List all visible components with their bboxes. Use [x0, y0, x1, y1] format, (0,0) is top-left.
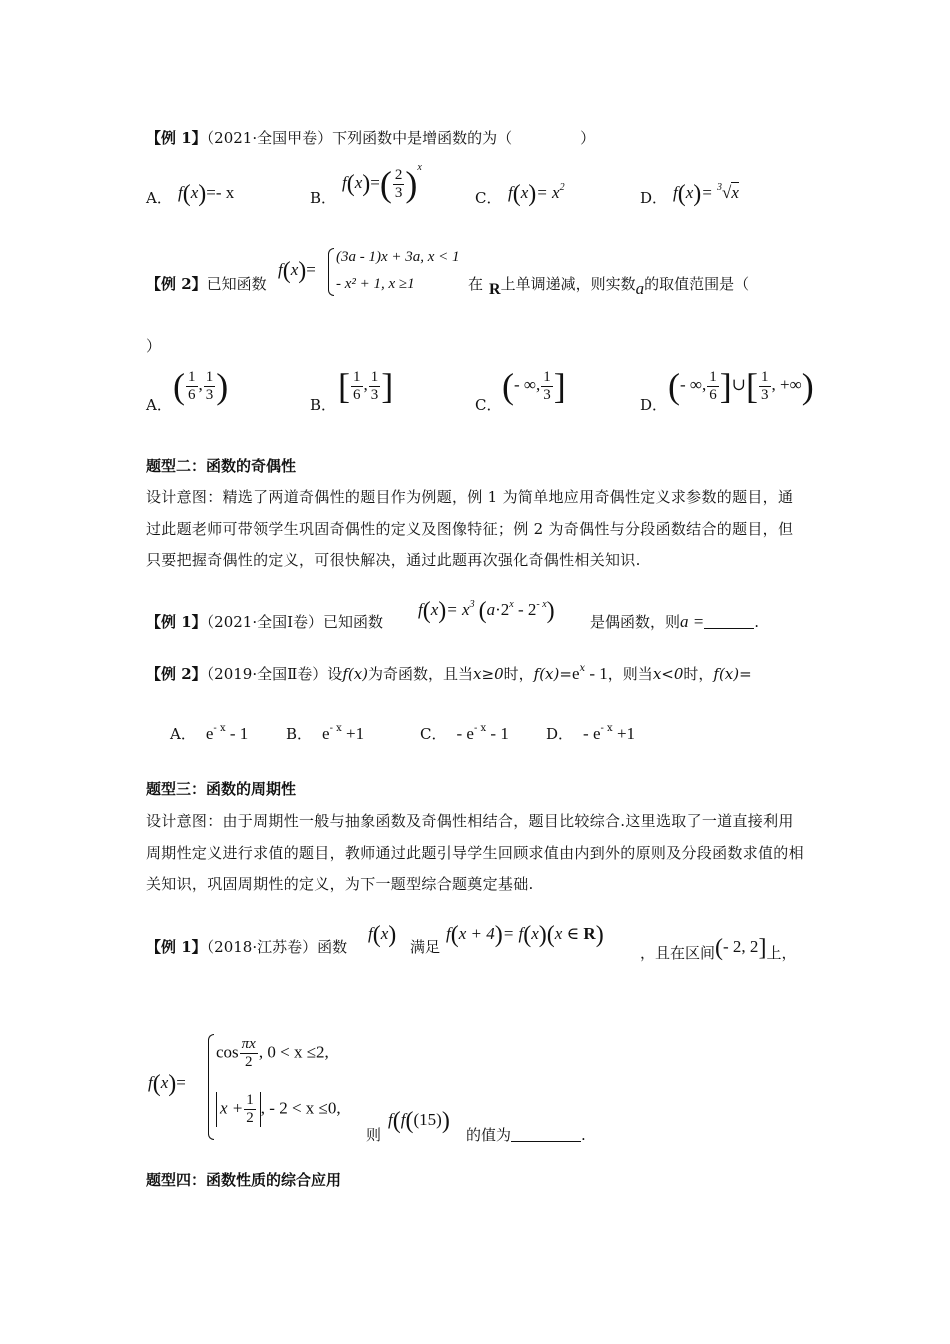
- condition: x<0: [652, 665, 684, 683]
- option-d-interval: (- ∞, $\frac{1}{6}$ ]∪[ $\frac{1}{3}$ , +∞): [668, 366, 814, 406]
- option-letter: C．: [475, 396, 502, 414]
- frac-den: 6: [353, 386, 361, 403]
- function-f: f: [278, 260, 283, 279]
- frac-den: 3: [394, 184, 403, 201]
- example-text-4: ，则当: [607, 665, 653, 683]
- option-b: [286, 724, 364, 744]
- period: .: [581, 1126, 586, 1144]
- argument: 15: [419, 1110, 437, 1129]
- interval: - 2, 2: [723, 937, 759, 956]
- period-example-1: [146, 937, 347, 957]
- tail-text-2: 的取值范围是（: [644, 275, 750, 293]
- euler-e: e: [205, 724, 214, 743]
- comma: ,: [363, 374, 368, 394]
- example-tag: 【例 1】: [146, 613, 207, 631]
- fx: f(x)=: [713, 665, 752, 683]
- answer-var: a =: [680, 612, 705, 631]
- rhs: =: [701, 183, 718, 202]
- var-x: x: [685, 183, 694, 202]
- minus-two: - 2: [513, 600, 537, 619]
- radicand: x: [731, 183, 739, 202]
- option-letter: A．: [146, 396, 172, 414]
- function-f: f: [342, 172, 347, 192]
- option-b: [310, 188, 336, 208]
- frac-num: 1: [205, 368, 214, 385]
- text-interval: ，且在区间: [640, 944, 716, 962]
- option-d-formula: f(x)= $^3$√x: [673, 181, 739, 207]
- condition: , 0 < x ≤2,: [258, 1042, 329, 1062]
- period: .: [754, 613, 760, 631]
- example-text: （2021·全国Ⅰ卷）已知函数: [206, 613, 384, 631]
- frac-den: 6: [188, 386, 196, 403]
- option-a-formula: f(x)=- x: [178, 181, 235, 207]
- exponent: - x: [536, 599, 547, 610]
- section-title-comprehensive: 题型四：函数性质的综合应用: [146, 1171, 342, 1189]
- negation: -: [583, 724, 593, 743]
- frac-num: 1: [709, 368, 717, 385]
- example-text-5: 时，: [683, 665, 714, 683]
- var-x: x: [290, 260, 299, 279]
- example-text: （2018·江苏卷）函数: [206, 938, 348, 956]
- nested-tail: [466, 1125, 586, 1145]
- case-1: (3a - 1)x + 3a, x < 1: [336, 249, 460, 265]
- membership: x ∈: [554, 924, 584, 943]
- exponent: - x: [213, 723, 226, 734]
- parity-example-1-tail: [590, 612, 759, 632]
- neg-inf: - ∞,: [514, 374, 541, 394]
- left-brace: [328, 248, 334, 296]
- option-d: [546, 724, 635, 744]
- option-d: [640, 395, 667, 415]
- constant: - 1: [225, 724, 249, 743]
- exponent: 2: [559, 182, 565, 193]
- text-manzu: 满足: [410, 938, 441, 956]
- example-source: （2021·全国甲卷）下列函数中是增函数的为（: [206, 129, 513, 147]
- option-a: [146, 188, 172, 208]
- var-a: a: [635, 279, 645, 298]
- example-1-question: [146, 128, 595, 148]
- shifted-arg: x + 4: [458, 924, 495, 943]
- function-f: f: [368, 924, 373, 943]
- equals: =: [306, 260, 316, 279]
- two: ·2: [495, 600, 510, 619]
- function-f: f: [418, 600, 423, 619]
- example-text-3: 时，: [503, 665, 534, 683]
- example-tag: 【例 1】: [146, 938, 207, 956]
- option-letter: B．: [310, 396, 337, 414]
- frac-num: 1: [543, 368, 551, 385]
- euler-e: e: [592, 724, 601, 743]
- case-abs: [216, 1092, 341, 1127]
- var-x: x: [531, 924, 539, 943]
- exponent: - x: [329, 723, 342, 734]
- rhs-f: = f: [502, 924, 524, 943]
- fx: f(x): [342, 665, 369, 683]
- frac-den: 3: [205, 386, 214, 403]
- euler-e: e: [466, 724, 474, 743]
- option-b-formula: f(x)=( $\frac{2}{3}$ )$^x$: [342, 161, 422, 204]
- option-letter: C．: [475, 189, 502, 207]
- exponent: x: [579, 663, 586, 674]
- fx: f(x)=: [533, 665, 572, 683]
- tail-text: 的值为: [466, 1126, 512, 1144]
- period-example-1-tail: ，且在区间(- 2, 2]上，: [640, 935, 797, 962]
- function-f: f: [178, 183, 183, 202]
- euler-e: e: [322, 724, 330, 743]
- option-letter: B．: [310, 189, 337, 207]
- frac-den: 2: [245, 1054, 253, 1070]
- function-f: f: [400, 1110, 406, 1129]
- var-x: x: [190, 183, 199, 202]
- negation: -: [456, 724, 467, 743]
- answer-blank: [511, 1141, 581, 1142]
- piecewise-lhs: f(x)=: [278, 258, 316, 284]
- parity-example-1-formula: $f(x)= x^3$ $(a\cdot 2^x - 2^{- x})$: [418, 598, 555, 624]
- nested-f: f(f((15)): [388, 1108, 450, 1134]
- frac-den: 6: [709, 386, 717, 403]
- option-a-interval: ( $\frac{1}{6}$ , $\frac{1}{3}$ ): [173, 366, 229, 406]
- comma: ,: [198, 374, 203, 394]
- left-brace: [208, 1034, 214, 1140]
- var-x: x: [430, 600, 439, 619]
- section-intro-parity: 设计意图：精选了两道奇偶性的题目作为例题，例 1 为简单地应用奇偶性定义求参数的题目，通过此题老师可带领学生巩固奇偶性的定义及图像特征；例 2 为奇偶性与分段函数结合的题目，但只要把握奇偶性的定义，可很快解决，通过此题再次强化奇偶性相关知识.: [146, 488, 794, 569]
- exponent: - x: [473, 723, 487, 734]
- tail-text: 是偶函数，则: [590, 613, 681, 631]
- option-a: [146, 395, 172, 415]
- euler-e: e: [571, 664, 580, 683]
- section-intro-periodicity: 设计意图：由于周期性一般与抽象函数及奇偶性相结合，题目比较综合.这里选取了一道直接利用周期性定义进行求值的题目，教师通过此题引导学生回顾求值由内到外的原则及分段函数求值的相关知识，巩固周期性的定义，为下一题型综合题奠定基础.: [146, 812, 804, 893]
- union: ∪: [731, 374, 747, 394]
- example-tag: 【例 1】: [146, 129, 207, 147]
- option-c-interval: (- ∞, $\frac{1}{3}$ ]: [502, 366, 566, 406]
- option-c-formula: $f(x)= x^2$: [508, 181, 565, 207]
- option-letter: A．: [146, 189, 172, 207]
- text-then: 则: [366, 1126, 382, 1144]
- var-x: x: [380, 924, 389, 943]
- condition: , - 2 < x ≤0,: [260, 1098, 341, 1118]
- equals: =: [176, 1073, 186, 1092]
- example-2-lead: [146, 274, 267, 294]
- frac-num: 1: [353, 368, 361, 385]
- condition: x≥0: [473, 665, 504, 683]
- function-f: f: [148, 1073, 153, 1092]
- exponent: x: [509, 599, 514, 610]
- case-2: - x² + 1, x ≥1: [336, 276, 415, 292]
- section-title-periodicity: 题型三：函数的周期性: [146, 780, 297, 798]
- option-d: [640, 188, 667, 208]
- option-letter: D．: [546, 725, 574, 743]
- lead-text: 已知函数: [206, 275, 267, 293]
- example-text-2: 为奇函数，且当: [368, 665, 474, 683]
- example-2-tail: [468, 274, 749, 300]
- frac-den: 3: [370, 386, 379, 403]
- text-shang: 上，: [766, 944, 797, 962]
- exponent: 3: [469, 599, 475, 610]
- option-b-interval: [ $\frac{1}{6}$ , $\frac{1}{3}$ ]: [338, 366, 394, 406]
- period-equation: f(x + 4)= f(x)(x ∈ R): [446, 922, 604, 948]
- root-index: 3: [717, 182, 723, 193]
- function-f: f: [673, 183, 678, 202]
- example-tag: 【例 2】: [146, 275, 207, 293]
- answer-blank: [704, 628, 754, 629]
- option-letter: A．: [170, 725, 196, 743]
- minus-one: - 1: [585, 664, 608, 683]
- option-c: [475, 395, 501, 415]
- frac-num: 1: [188, 368, 196, 385]
- constant: +1: [341, 724, 365, 743]
- period-fx: f(x): [368, 922, 397, 948]
- frac-num: 1: [246, 1092, 254, 1108]
- exponent: - x: [600, 723, 613, 734]
- var-x: x: [160, 1073, 169, 1092]
- constant: - 1: [486, 724, 509, 743]
- option-a: [170, 724, 248, 744]
- frac-num: 1: [761, 368, 769, 385]
- parity-example-2: [146, 664, 752, 684]
- var-a: a: [486, 600, 496, 619]
- section-title-parity: 题型二：函数的奇偶性: [146, 457, 297, 475]
- option-c: [475, 188, 501, 208]
- frac-num: 2: [394, 166, 403, 183]
- close-paren: ）: [580, 129, 596, 147]
- parity-example-1: [146, 612, 383, 632]
- frac-den: 3: [543, 386, 551, 403]
- case-cos: [216, 1036, 329, 1071]
- option-letter: D．: [640, 189, 668, 207]
- tail-text: 上单调递减，则实数: [500, 275, 636, 293]
- set-R: R: [489, 281, 501, 298]
- set-R: R: [583, 924, 596, 943]
- function-f: f: [446, 924, 451, 943]
- example-tag: 【例 2】: [146, 665, 207, 683]
- example-text: （2019·全国Ⅱ卷）设: [206, 665, 343, 683]
- frac-num: πx: [241, 1036, 256, 1052]
- rhs: = x: [536, 183, 560, 202]
- option-letter: C．: [420, 725, 447, 743]
- cos: cos: [216, 1042, 239, 1062]
- piecewise-lhs: f(x)=: [148, 1071, 186, 1097]
- rhs: =- x: [206, 183, 235, 202]
- frac-den: 3: [761, 386, 769, 403]
- constant: +1: [612, 724, 636, 743]
- option-b: [310, 395, 336, 415]
- close-paren: ）: [146, 337, 162, 355]
- text-zai: 在: [468, 275, 484, 293]
- frac-den: 2: [246, 1110, 254, 1126]
- option-letter: B．: [286, 725, 313, 743]
- exponent: x: [417, 161, 422, 173]
- option-letter: D．: [640, 396, 668, 414]
- function-f: f: [508, 183, 513, 202]
- var-x: x: [354, 172, 363, 192]
- pos-inf: , +∞: [771, 374, 802, 394]
- option-c: [420, 724, 509, 744]
- neg-inf: - ∞,: [680, 374, 707, 394]
- var-x: x: [520, 183, 529, 202]
- abs-body: x +: [220, 1098, 244, 1118]
- rhs: = x: [446, 600, 470, 619]
- function-f: f: [388, 1110, 393, 1129]
- frac-num: 1: [370, 368, 379, 385]
